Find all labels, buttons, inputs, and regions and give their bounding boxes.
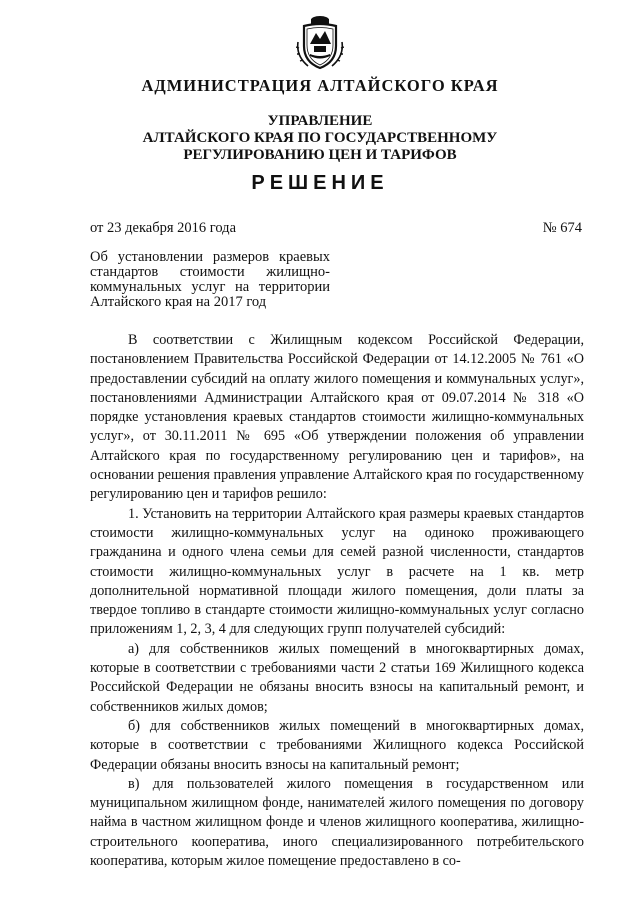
department-line: УПРАВЛЕНИЕ bbox=[267, 113, 373, 129]
department-title bbox=[0, 113, 640, 164]
document-body bbox=[90, 331, 584, 871]
body-paragraph-item-v: в) для пользователей жилого помещения в государственном или муниципальном жилищном фонде, нанимателей жилого помещения по договору найма в частном жилищном фонде и членов жилищного кооператива, жилищно-строительного кооператива, иного специализированного потребительского кооператива, которым жилое помещение предоставлено в со- bbox=[90, 775, 584, 870]
document-subject: Об установлении размеров краевых стандартов стоимости жилищно-коммунальных услуг на территории Алтайского края на 2017 год bbox=[90, 249, 330, 310]
altai-krai-coat-of-arms-icon bbox=[296, 14, 344, 70]
body-paragraph-preamble: В соответствии с Жилищным кодексом Российской Федерации, постановлением Правительства Российской Федерации от 14.12.2005 № 761 «О предоставлении субсидий на оплату жилого помещения и коммунальных услуг», постановлениями Администрации Алтайского края от 09.07.2014 № 318 «О порядке установления краевых стандартов стоимости жилищно-коммунальных услуг», от 30.11.2011 № 695 «Об утверждении положения об управлении Алтайского края по государственному регулированию цен и тарифов», на основании решения правления управление Алтайского края по государственному регулированию цен и тарифов решило: bbox=[90, 332, 584, 503]
department-line: РЕГУЛИРОВАНИЮ ЦЕН И ТАРИФОВ bbox=[183, 147, 457, 163]
department-line: АЛТАЙСКОГО КРАЯ ПО ГОСУДАРСТВЕННОМУ bbox=[142, 130, 498, 146]
document-date: от 23 декабря 2016 года bbox=[90, 220, 236, 236]
body-paragraph-item-b: б) для собственников жилых помещений в многоквартирных домах, которые в соответствии с требованиями Жилищного кодекса Российской Федерации обязаны вносить взносы на капитальный ремонт; bbox=[90, 717, 584, 773]
organization-title: АДМИНИСТРАЦИЯ АЛТАЙСКОГО КРАЯ bbox=[141, 76, 499, 95]
document-number: № 674 bbox=[542, 220, 582, 236]
document-type-heading: РЕШЕНИЕ bbox=[251, 172, 389, 194]
body-paragraph-item-1: 1. Установить на территории Алтайского края размеры краевых стандартов стоимости жилищно-коммунальных услуг на одиноко проживающего гражданина и одного члена семьи для семей разной численности, стандартов стоимости жилищно-коммунальных услуг в расчете на 1 кв. метр дополнительной нормативной площади жилого помещения, доли платы за твердое топливо в стандарте стоимости жилищно-коммунальных услуг согласно приложениям 1, 2, 3, 4 для следующих групп получателей субсидий: bbox=[90, 505, 584, 638]
body-paragraph-item-a: а) для собственников жилых помещений в многоквартирных домах, которые в соответствии с требованиями части 2 статьи 169 Жилищного кодекса Российской Федерации не обязаны вносить взносы на капитальный ремонт, и собственников жилых домов; bbox=[90, 640, 584, 715]
